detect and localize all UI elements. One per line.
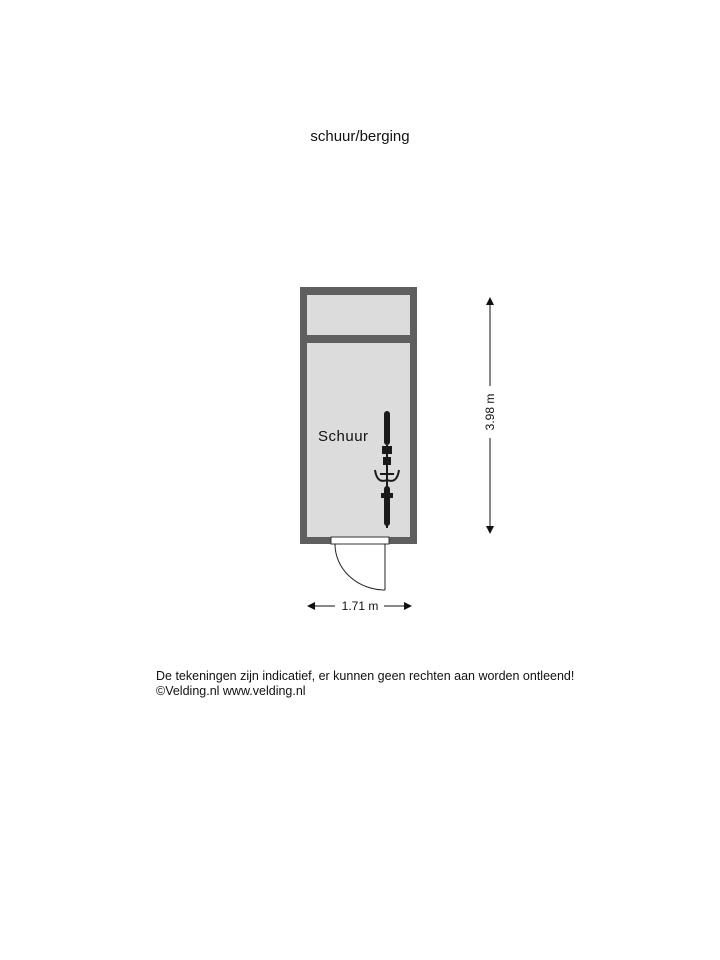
door-opening bbox=[331, 537, 389, 544]
height-label: 3.98 m bbox=[483, 393, 497, 431]
door-swing bbox=[335, 544, 385, 590]
width-label: 1.71 m bbox=[341, 599, 379, 613]
copyright-text: ©Velding.nl www.velding.nl bbox=[156, 684, 306, 698]
room-label: Schuur bbox=[318, 428, 369, 445]
disclaimer bbox=[156, 669, 574, 699]
upper-compartment-floor bbox=[307, 295, 410, 335]
disclaimer-text: De tekeningen zijn indicatief, er kunnen geen rechten aan worden ontleend! bbox=[156, 669, 575, 683]
floorplan-title: schuur/berging bbox=[310, 128, 410, 145]
